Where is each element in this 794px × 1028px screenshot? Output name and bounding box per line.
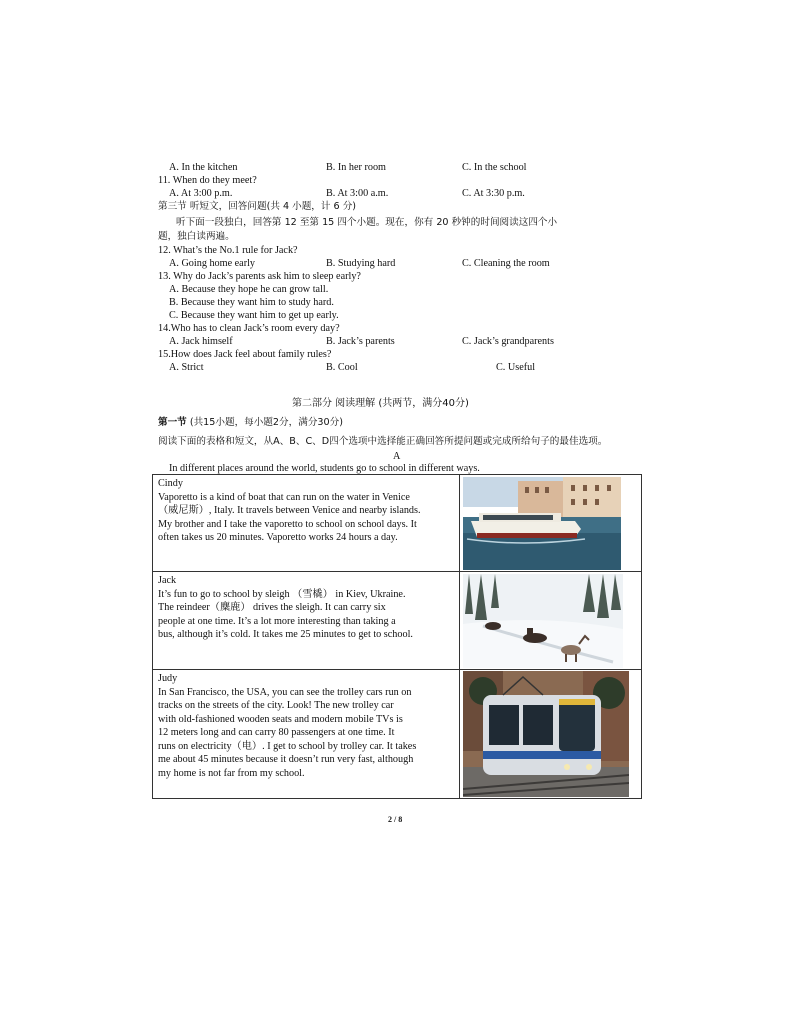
row-text-line: runs on electricity（电）. I get to school by trolley car. It takes <box>158 740 417 752</box>
q13-option-a: A. Because they hope he can grow tall. <box>169 284 329 295</box>
row-divider <box>153 571 641 572</box>
q11-option-b: B. At 3:00 a.m. <box>326 188 389 199</box>
row-text-line: In San Francisco, the USA, you can see the trolley cars run on <box>158 686 412 698</box>
q11-option-a: A. At 3:00 p.m. <box>169 188 233 199</box>
question-12: 12. What’s the No.1 rule for Jack? <box>158 245 298 256</box>
question-15: 15.How does Jack feel about family rules? <box>158 349 332 360</box>
reindeer-sleigh-photo <box>463 574 623 668</box>
trolley-car-photo <box>463 671 629 797</box>
transport-table <box>152 474 642 799</box>
vaporetto-boat-photo <box>463 477 621 570</box>
q10-option-a: A. In the kitchen <box>169 162 238 173</box>
row-text-line: 12 meters long and can carry 80 passengers at one time. It <box>158 727 395 738</box>
table-row-judy <box>158 672 456 780</box>
row-text-line: My brother and I take the vaporetto to school on school days. It <box>158 518 417 530</box>
row-text-line: with old-fashioned wooden seats and modern mobile TVs is <box>158 713 403 725</box>
q10-option-c: C. In the school <box>462 162 527 173</box>
student-name: Cindy <box>158 478 183 489</box>
q13-option-b: B. Because they want him to study hard. <box>169 297 334 308</box>
row-text-line: It’s fun to go to school by sleigh （雪橇） in Kiev, Ukraine. <box>158 588 406 600</box>
q12-option-b: B. Studying hard <box>326 258 396 269</box>
q12-option-c: C. Cleaning the room <box>462 258 550 269</box>
q12-option-a: A. Going home early <box>169 258 256 269</box>
question-11: 11. When do they meet? <box>158 175 257 186</box>
q10-option-b: B. In her room <box>326 162 386 173</box>
row-divider <box>153 669 641 670</box>
row-text-line: bus, although it’s cold. It takes me 25 minutes to get to school. <box>158 629 413 640</box>
q15-option-a: A. Strict <box>169 362 204 373</box>
section3-instruction-line2: 题，独白读两遍。 <box>158 231 235 242</box>
row-text-line: my home is not far from my school. <box>158 767 305 779</box>
part-two-title: 第二部分 阅读理解 (共两节，满分40分) <box>292 398 469 409</box>
section1-detail: (共15小题，每小题2分，满分30分) <box>186 417 343 428</box>
row-text-line: Vaporetto is a kind of boat that can run on the water in Venice <box>158 491 410 503</box>
row-text-line: me about 45 minutes because it doesn’t run very fast, although <box>158 754 414 765</box>
student-name: Judy <box>158 673 178 684</box>
column-divider <box>459 475 460 798</box>
section3-title: 第三节 听短文，回答问题(共 4 小题，计 6 分) <box>158 201 357 212</box>
section3-instruction-line1: 听下面一段独白，回答第 12 至第 15 四个小题。现在，你有 20 秒钟的时间阅读这四个小 <box>176 217 558 228</box>
table-row-jack <box>158 574 456 642</box>
q14-option-b: B. Jack’s parents <box>326 336 395 347</box>
q13-option-c: C. Because they want him to get up early. <box>169 310 339 321</box>
question-13: 13. Why do Jack’s parents ask him to sleep early? <box>158 271 361 282</box>
passage-letter: A <box>393 451 401 462</box>
row-text-line: The reindeer（麋鹿） drives the sleigh. It can carry six <box>158 602 386 613</box>
row-text-line: tracks on the streets of the city. Look! The new trolley car <box>158 700 394 711</box>
passage-intro: In different places around the world, students go to school in different ways. <box>169 463 480 474</box>
page-number: 2 / 8 <box>388 815 403 824</box>
q15-option-b: B. Cool <box>326 362 358 373</box>
row-text-line: often takes us 20 minutes. Vaporetto works 24 hours a day. <box>158 532 398 543</box>
q15-option-c: C. Useful <box>496 362 536 373</box>
section1-heading <box>158 417 343 429</box>
table-row-cindy <box>158 477 456 545</box>
row-text-line: people at one time. It’s a lot more interesting than taking a <box>158 615 396 627</box>
q11-option-c: C. At 3:30 p.m. <box>462 188 525 199</box>
reading-instruction: 阅读下面的表格和短文，从A、B、C、D四个选项中选择能正确回答所提问题或完成所给句子的最佳选项。 <box>158 436 608 447</box>
q14-option-a: A. Jack himself <box>169 336 233 347</box>
section1-label: 第一节 <box>158 417 187 428</box>
q14-option-c: C. Jack’s grandparents <box>462 336 554 347</box>
row-text-line: （威尼斯）, Italy. It travels between Venice and nearby islands. <box>158 505 421 516</box>
question-14: 14.Who has to clean Jack’s room every day? <box>158 323 340 334</box>
student-name: Jack <box>158 575 177 586</box>
